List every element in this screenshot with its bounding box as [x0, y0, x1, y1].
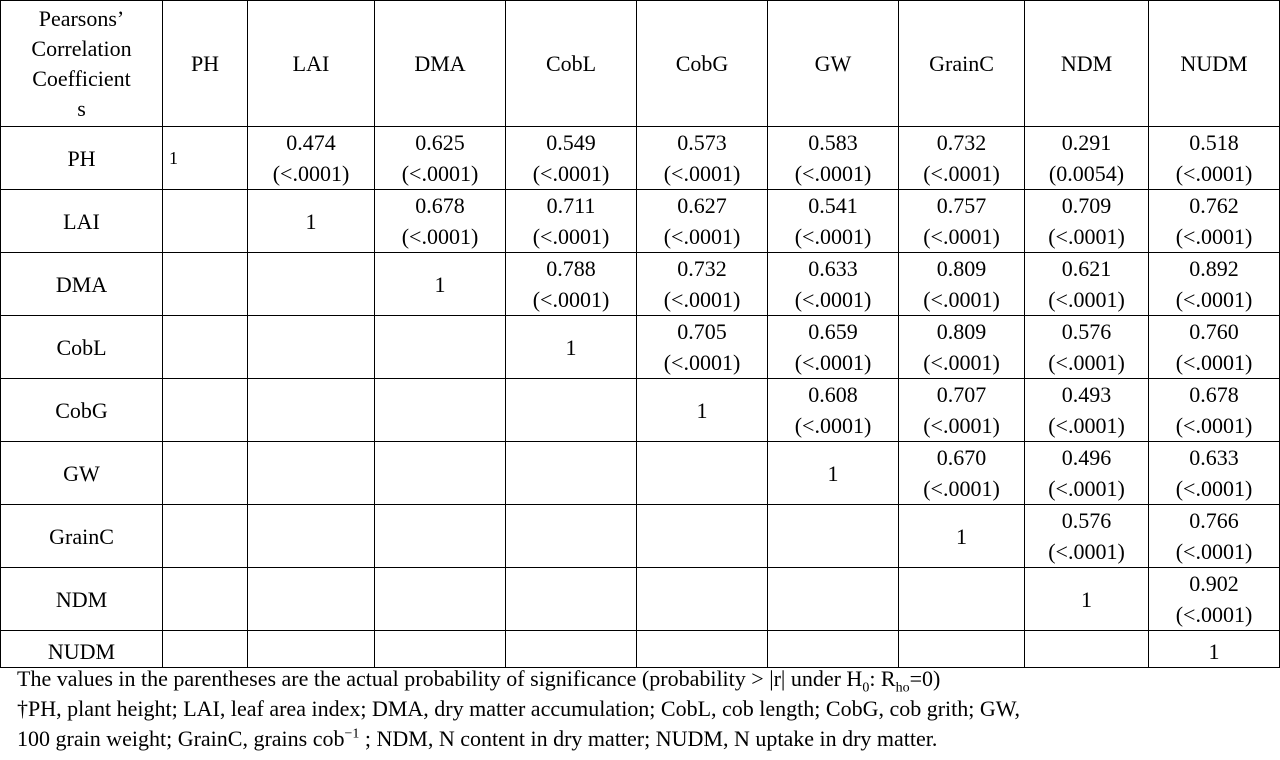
- correlation-cell: [506, 253, 637, 316]
- correlation-value: 0.518: [1189, 130, 1239, 155]
- p-value: (<.0001): [794, 413, 872, 438]
- correlation-value: 0.541: [808, 193, 858, 218]
- correlation-value: 0.549: [546, 130, 596, 155]
- correlation-cell: [899, 316, 1025, 379]
- p-value: (<.0001): [1175, 350, 1253, 375]
- p-value: (<.0001): [1175, 413, 1253, 438]
- empty-cell: [163, 190, 248, 253]
- correlation-value: 0.583: [808, 130, 858, 155]
- correlation-value: 0.766: [1189, 508, 1239, 533]
- footnote-text: †PH, plant height; LAI, leaf area index; DMA, dry matter accumulation; CobL, cob length; CobG, cob grith; GW,: [17, 696, 1021, 721]
- correlation-value: 0.788: [546, 256, 596, 281]
- correlation-cell: [768, 127, 899, 190]
- empty-cell: [506, 505, 637, 568]
- correlation-cell: [1025, 127, 1149, 190]
- correlation-value: 0.760: [1189, 319, 1239, 344]
- correlation-value: 0.707: [936, 382, 987, 407]
- p-value: (<.0001): [1175, 161, 1253, 186]
- empty-cell: [1025, 631, 1149, 668]
- correlation-value: 0.678: [415, 193, 465, 218]
- correlation-cell: [899, 253, 1025, 316]
- correlation-value: 0.625: [415, 130, 465, 155]
- footnote-text: The values in the parentheses are the actual probability of significance (probability > |r| under H: [17, 666, 863, 691]
- row-header: LAI: [1, 190, 163, 253]
- diagonal-cell: 1: [248, 190, 375, 253]
- p-value: (<.0001): [663, 350, 741, 375]
- empty-cell: [248, 316, 375, 379]
- empty-cell: [375, 442, 506, 505]
- empty-cell: [248, 631, 375, 668]
- corner-line: s: [77, 95, 86, 121]
- diagonal-cell: 1: [1149, 631, 1280, 668]
- p-value: (<.0001): [1048, 476, 1125, 501]
- empty-cell: [637, 505, 768, 568]
- column-header-cobg: CobG: [637, 1, 768, 127]
- correlation-cell: [899, 442, 1025, 505]
- column-header-ndm: NDM: [1025, 1, 1149, 127]
- table-row: [1, 316, 1280, 379]
- empty-cell: [506, 442, 637, 505]
- p-value: (<.0001): [923, 224, 1000, 249]
- p-value: (<.0001): [1175, 539, 1253, 564]
- correlation-cell: [899, 379, 1025, 442]
- column-header-grainc: GrainC: [899, 1, 1025, 127]
- correlation-value: 0.902: [1189, 571, 1239, 596]
- header-row: [1, 1, 1280, 127]
- correlation-value: 0.608: [808, 382, 858, 407]
- empty-cell: [163, 631, 248, 668]
- correlation-value: 0.705: [677, 319, 727, 344]
- correlation-cell: [1149, 379, 1280, 442]
- empty-cell: [375, 379, 506, 442]
- table-body: [1, 127, 1280, 668]
- table-row: [1, 190, 1280, 253]
- footnote-subscript: ho: [895, 680, 910, 696]
- empty-cell: [163, 379, 248, 442]
- corner-header: [1, 1, 163, 127]
- correlation-cell: [1025, 505, 1149, 568]
- correlation-value: 0.576: [1061, 508, 1112, 533]
- empty-cell: [248, 379, 375, 442]
- p-value: (<.0001): [663, 287, 741, 312]
- footnote-abbreviations: [17, 694, 1272, 724]
- column-header-ph: PH: [163, 1, 248, 127]
- correlation-value: 0.809: [936, 256, 987, 281]
- table-row: [1, 253, 1280, 316]
- diagonal-cell: 1: [637, 379, 768, 442]
- correlation-value: 0.496: [1061, 445, 1112, 470]
- correlation-value: 0.757: [936, 193, 987, 218]
- footnote-text: : R: [869, 666, 896, 691]
- p-value: (<.0001): [1175, 602, 1253, 627]
- p-value: (<.0001): [794, 161, 872, 186]
- correlation-value: 0.621: [1061, 256, 1112, 281]
- correlation-cell: [1025, 190, 1149, 253]
- empty-cell: [248, 568, 375, 631]
- row-header: NDM: [1, 568, 163, 631]
- correlation-cell: [899, 190, 1025, 253]
- correlation-value: 0.809: [936, 319, 987, 344]
- p-value: (<.0001): [1175, 476, 1253, 501]
- correlation-cell: [1149, 190, 1280, 253]
- correlation-value: 0.659: [808, 319, 858, 344]
- correlation-value: 0.576: [1061, 319, 1112, 344]
- p-value: (<.0001): [923, 476, 1000, 501]
- corner-line: Coefficient: [32, 65, 131, 91]
- empty-cell: [375, 316, 506, 379]
- row-header: CobL: [1, 316, 163, 379]
- correlation-cell: [637, 127, 768, 190]
- correlation-cell: [1149, 253, 1280, 316]
- p-value: (<.0001): [1175, 287, 1253, 312]
- empty-cell: [163, 568, 248, 631]
- column-header-cobl: CobL: [506, 1, 637, 127]
- empty-cell: [163, 253, 248, 316]
- table-row: [1, 127, 1280, 190]
- p-value: (<.0001): [1048, 539, 1125, 564]
- column-header-lai: LAI: [248, 1, 375, 127]
- empty-cell: [248, 442, 375, 505]
- row-header: GrainC: [1, 505, 163, 568]
- p-value: (<.0001): [794, 287, 872, 312]
- empty-cell: [768, 568, 899, 631]
- correlation-cell: [637, 253, 768, 316]
- correlation-value: 0.670: [936, 445, 987, 470]
- correlation-cell: [1149, 127, 1280, 190]
- correlation-value: 0.291: [1061, 130, 1112, 155]
- table-row: [1, 442, 1280, 505]
- diagonal-cell: 1: [506, 316, 637, 379]
- correlation-cell: [1149, 316, 1280, 379]
- footnote-significance: [17, 664, 1272, 694]
- correlation-cell: [1025, 253, 1149, 316]
- p-value: (<.0001): [1048, 287, 1125, 312]
- p-value: (<.0001): [532, 161, 610, 186]
- column-header-nudm: NUDM: [1149, 1, 1280, 127]
- correlation-cell: [506, 190, 637, 253]
- empty-cell: [768, 631, 899, 668]
- corner-line: Correlation: [31, 35, 132, 61]
- p-value: (<.0001): [923, 350, 1000, 375]
- correlation-cell: [1149, 505, 1280, 568]
- p-value: (<.0001): [923, 161, 1000, 186]
- correlation-value: 0.711: [546, 193, 596, 218]
- footnote-text: =0): [909, 666, 941, 691]
- correlation-cell: [1149, 442, 1280, 505]
- table-row: [1, 631, 1280, 668]
- correlation-cell: [899, 127, 1025, 190]
- correlation-value: 0.732: [936, 130, 987, 155]
- empty-cell: [248, 253, 375, 316]
- diagonal-cell: 1: [1025, 568, 1149, 631]
- correlation-cell: [1025, 379, 1149, 442]
- correlation-value: 0.732: [677, 256, 727, 281]
- footnote-superscript: −1: [344, 726, 360, 742]
- empty-cell: [163, 505, 248, 568]
- p-value: (<.0001): [1175, 224, 1253, 249]
- diagonal-cell: 1: [768, 442, 899, 505]
- footnote-abbreviations-cont: [17, 724, 1272, 754]
- correlation-cell: [637, 316, 768, 379]
- correlation-value: 0.892: [1189, 256, 1239, 281]
- p-value: (<.0001): [794, 350, 872, 375]
- correlation-cell: [375, 127, 506, 190]
- column-header-dma: DMA: [375, 1, 506, 127]
- correlation-value: 0.709: [1061, 193, 1112, 218]
- table-row: [1, 379, 1280, 442]
- empty-cell: [768, 505, 899, 568]
- empty-cell: [506, 568, 637, 631]
- correlation-cell: [768, 190, 899, 253]
- correlation-cell: [768, 253, 899, 316]
- correlation-value: 0.493: [1061, 382, 1112, 407]
- row-header: PH: [1, 127, 163, 190]
- row-header: GW: [1, 442, 163, 505]
- footnote-text: 100 grain weight; GrainC, grains cob: [17, 726, 345, 751]
- p-value: (0.0054): [1048, 161, 1125, 186]
- correlation-cell: [248, 127, 375, 190]
- p-value: (<.0001): [1048, 224, 1125, 249]
- p-value: (<.0001): [663, 224, 741, 249]
- correlation-cell: [506, 127, 637, 190]
- correlation-value: 0.627: [677, 193, 727, 218]
- correlation-value: 0.573: [677, 130, 727, 155]
- correlation-value: 0.762: [1189, 193, 1239, 218]
- correlation-cell: [768, 379, 899, 442]
- correlation-cell: [375, 190, 506, 253]
- correlation-value: 0.678: [1189, 382, 1239, 407]
- row-header: CobG: [1, 379, 163, 442]
- diagonal-cell: 1: [899, 505, 1025, 568]
- p-value: (<.0001): [401, 161, 479, 186]
- empty-cell: [375, 568, 506, 631]
- correlation-cell: [637, 190, 768, 253]
- empty-cell: [375, 505, 506, 568]
- p-value: (<.0001): [532, 224, 610, 249]
- correlation-cell: [1025, 442, 1149, 505]
- p-value: (<.0001): [794, 224, 872, 249]
- empty-cell: [375, 631, 506, 668]
- table-row: [1, 505, 1280, 568]
- empty-cell: [506, 631, 637, 668]
- diagonal-cell: 1: [375, 253, 506, 316]
- empty-cell: [899, 631, 1025, 668]
- table-footnotes: [17, 664, 1272, 754]
- p-value: (<.0001): [401, 224, 479, 249]
- diagonal-cell: 1: [163, 127, 248, 190]
- corner-line: Pearsons’: [38, 5, 125, 31]
- empty-cell: [637, 631, 768, 668]
- footnote-subscript: 0: [862, 680, 870, 696]
- footnote-text: ; NDM, N content in dry matter; NUDM, N uptake in dry matter.: [359, 726, 938, 751]
- row-header: NUDM: [1, 631, 163, 668]
- p-value: (<.0001): [663, 161, 741, 186]
- empty-cell: [637, 568, 768, 631]
- correlation-value: 0.633: [808, 256, 858, 281]
- correlation-cell: [768, 316, 899, 379]
- correlation-value: 0.474: [286, 130, 336, 155]
- table-row: [1, 568, 1280, 631]
- correlation-cell: [1025, 316, 1149, 379]
- p-value: (<.0001): [532, 287, 610, 312]
- empty-cell: [248, 505, 375, 568]
- correlation-cell: [1149, 568, 1280, 631]
- empty-cell: [899, 568, 1025, 631]
- empty-cell: [163, 442, 248, 505]
- row-header: DMA: [1, 253, 163, 316]
- p-value: (<.0001): [1048, 350, 1125, 375]
- empty-cell: [163, 316, 248, 379]
- p-value: (<.0001): [1048, 413, 1125, 438]
- p-value: (<.0001): [923, 287, 1000, 312]
- column-header-gw: GW: [768, 1, 899, 127]
- p-value: (<.0001): [272, 161, 350, 186]
- empty-cell: [637, 442, 768, 505]
- empty-cell: [506, 379, 637, 442]
- p-value: (<.0001): [923, 413, 1000, 438]
- correlation-value: 0.633: [1189, 445, 1239, 470]
